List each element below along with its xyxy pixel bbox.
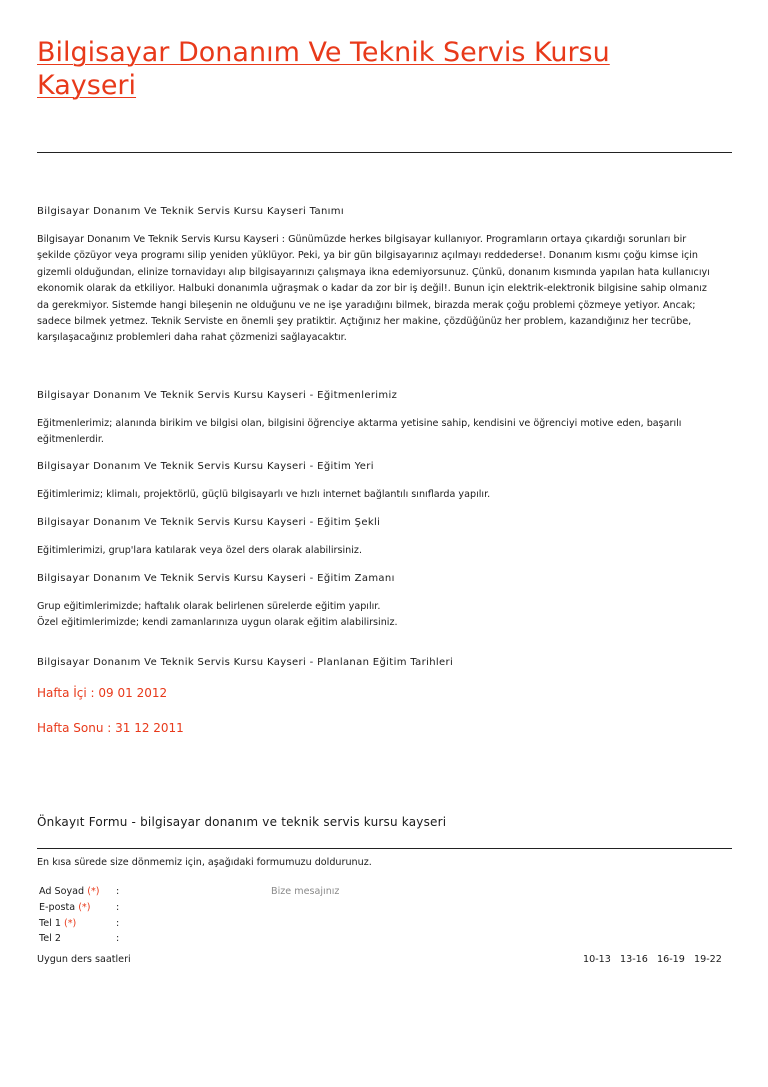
page-title-line-2: Kayseri [37,70,137,101]
section-heading-sekil: Bilgisayar Donanım Ve Teknik Servis Kursu Kayseri - Eğitim Şekli [37,517,381,528]
text-line: şekilde çözüyor veya programı silip yeniden yüklüyor. Peki, ya bir gün bilgisayarınız açılmayı reddederse!. Donanım kısmı çoğu kimse için [37,250,699,262]
form-intro: En kısa sürede size dönmemiz için, aşağıdaki formumuzu doldurunuz. [37,857,372,868]
page-title-line-1: Bilgisayar Donanım Ve Teknik Servis Kursu [37,37,610,68]
text-line: Eğitmenlerimiz; alanında birikim ve bilgisi olan, bilgisini öğrenciye aktarma yetisine sahip, kendisini ve öğrenciyi motive eden, başarılı [37,418,682,429]
phone2-field-input[interactable]: : [116,933,120,944]
text-line: eğitmenlerdir. [37,434,104,446]
section-body-sekil [37,543,729,559]
section-heading-zaman: Bilgisayar Donanım Ve Teknik Servis Kursu Kayseri - Eğitim Zamanı [37,573,395,584]
phone1-field-input[interactable]: : [116,918,120,929]
title-divider [37,152,732,153]
name-field-input[interactable]: : [116,886,120,897]
form-divider [37,848,732,849]
text-line: gizemli olduğundan, elinize tornavidayı alıp bilgisayarınızı çalışmaya ikna edemiyorsunuz. Çünkü, donanım kısmında yapılan hata kullanıcıyı [37,266,710,278]
text-line: Özel eğitimlerimizde; kendi zamanlarınıza uygun olarak eğitim alabilirsiniz. [37,617,398,629]
required-mark: (*) [64,918,77,929]
field-label-text: E-posta [39,902,76,913]
hour-slot-option[interactable]: 10-13 [583,954,611,965]
section-body-tanim [37,232,729,347]
required-mark: (*) [87,886,100,897]
hour-slot-option[interactable]: 16-19 [657,954,685,965]
phone2-field-label [39,933,61,944]
text-line: da gerekmiyor. Sistemde hangi bileşenin ne olduğunu ve ne işe yaradığını bilmek, birazda merak çoğu problemi çözmeye yetiyor. Ancak; [37,299,696,311]
text-line: Bilgisayar Donanım Ve Teknik Servis Kursu Kayseri : Günümüzde herkes bilgisayar kullanıyor. Programların ortaya çıkardığı sorunları bir [37,234,687,245]
name-field-label [39,886,100,897]
text-line: karşılaşacağınız problemleri daha rahat çözmenizi sağlayacaktır. [37,332,347,344]
text-line: Eğitimlerimizi, grup'lara katılarak veya özel ders olarak alabilirsiniz. [37,545,362,556]
hour-slot-option[interactable]: 13-16 [620,954,648,965]
text-line: Eğitimlerimiz; klimalı, projektörlü, güçlü bilgisayarlı ve hızlı internet bağlantılı sınıflarda yapılır. [37,489,491,500]
required-mark: (*) [78,902,91,913]
form-title: Önkayıt Formu - bilgisayar donanım ve teknik servis kursu kayseri [37,815,447,829]
text-line: sadece bilmek yetmez. Teknik Serviste en önemli şey pratiktir. Açtığınız her makine, çözdüğünüz her problem, kazandığınız her tecrübe, [37,316,692,328]
phone1-field-label [39,918,76,929]
weekday-date: Hafta İçi : 09 01 2012 [37,686,168,700]
section-heading-tanim: Bilgisayar Donanım Ve Teknik Servis Kursu Kayseri Tanımı [37,206,344,217]
field-label-text: Tel 2 [39,933,61,944]
section-body-zaman [37,599,729,632]
message-textarea[interactable]: Bize mesajınız [271,886,340,897]
text-line: ekonomik olarak da etkiliyor. Halbuki donanımla uğraşmak o kadar da zor bir iş değil!. Bunun için elektrik-elektronik bilgisine sahip olmanız [37,283,707,295]
field-label-text: Ad Soyad [39,886,85,897]
weekend-date: Hafta Sonu : 31 12 2011 [37,721,184,735]
section-heading-tarihler: Bilgisayar Donanım Ve Teknik Servis Kursu Kayseri - Planlanan Eğitim Tarihleri [37,657,454,668]
section-body-egitmen [37,416,729,449]
text-line: Grup eğitimlerimizde; haftalık olarak belirlenen sürelerde eğitim yapılır. [37,601,381,612]
section-body-yer [37,487,729,503]
email-field-input[interactable]: : [116,902,120,913]
hour-slot-option[interactable]: 19-22 [694,954,722,965]
section-heading-yer: Bilgisayar Donanım Ve Teknik Servis Kursu Kayseri - Eğitim Yeri [37,461,374,472]
page-title[interactable] [37,36,727,102]
available-hours-label: Uygun ders saatleri [37,954,131,965]
section-heading-egitmen: Bilgisayar Donanım Ve Teknik Servis Kursu Kayseri - Eğitmenlerimiz [37,390,398,401]
email-field-label [39,902,90,913]
field-label-text: Tel 1 [39,918,61,929]
